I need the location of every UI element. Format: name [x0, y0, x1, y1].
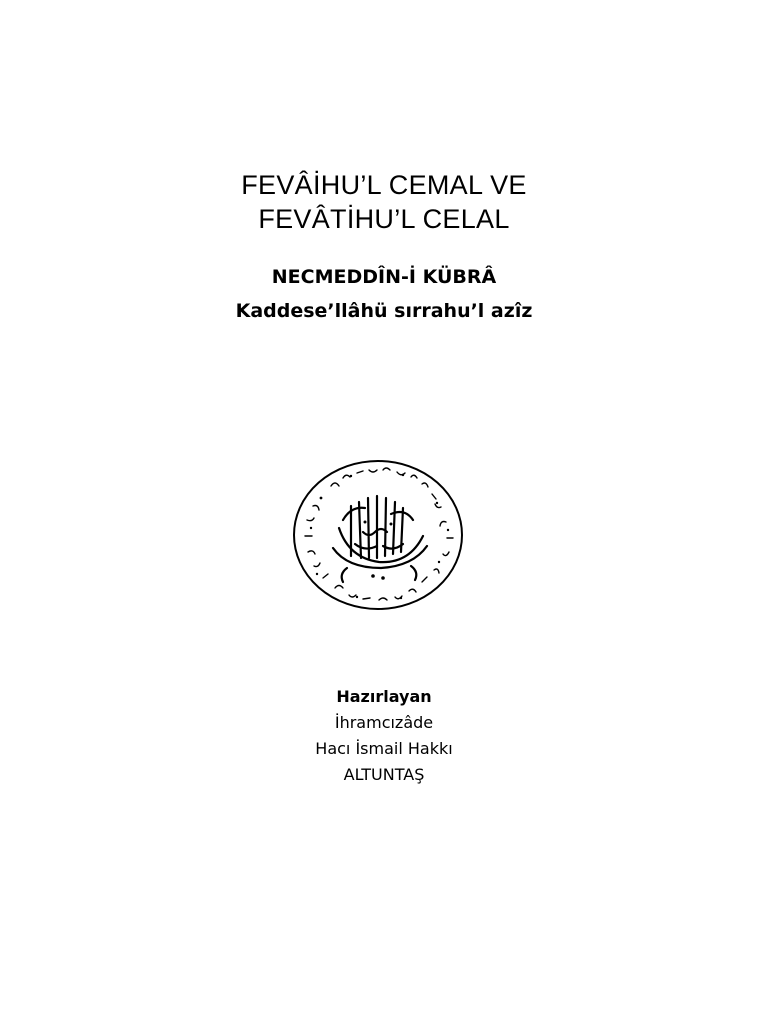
calligraphic-seal-icon — [291, 458, 465, 612]
title-line-2: FEVÂTİHU’L CELAL — [258, 204, 510, 234]
preparer-line-1: İhramcızâde — [334, 713, 434, 732]
prepared-by-block — [0, 684, 768, 788]
prepared-by-label: Hazırlayan — [336, 687, 432, 706]
title-line-1: FEVÂİHU’L CEMAL VE — [241, 170, 527, 200]
book-title — [0, 168, 768, 236]
author-block — [0, 260, 768, 328]
author-name: NECMEDDÎN-İ KÜBRÂ — [271, 266, 497, 288]
author-honorific: Kaddese’llâhü sırrahu’l azîz — [235, 300, 533, 322]
preparer-line-2: Hacı İsmail Hakkı — [315, 739, 453, 758]
preparer-line-3: ALTUNTAŞ — [343, 765, 425, 784]
